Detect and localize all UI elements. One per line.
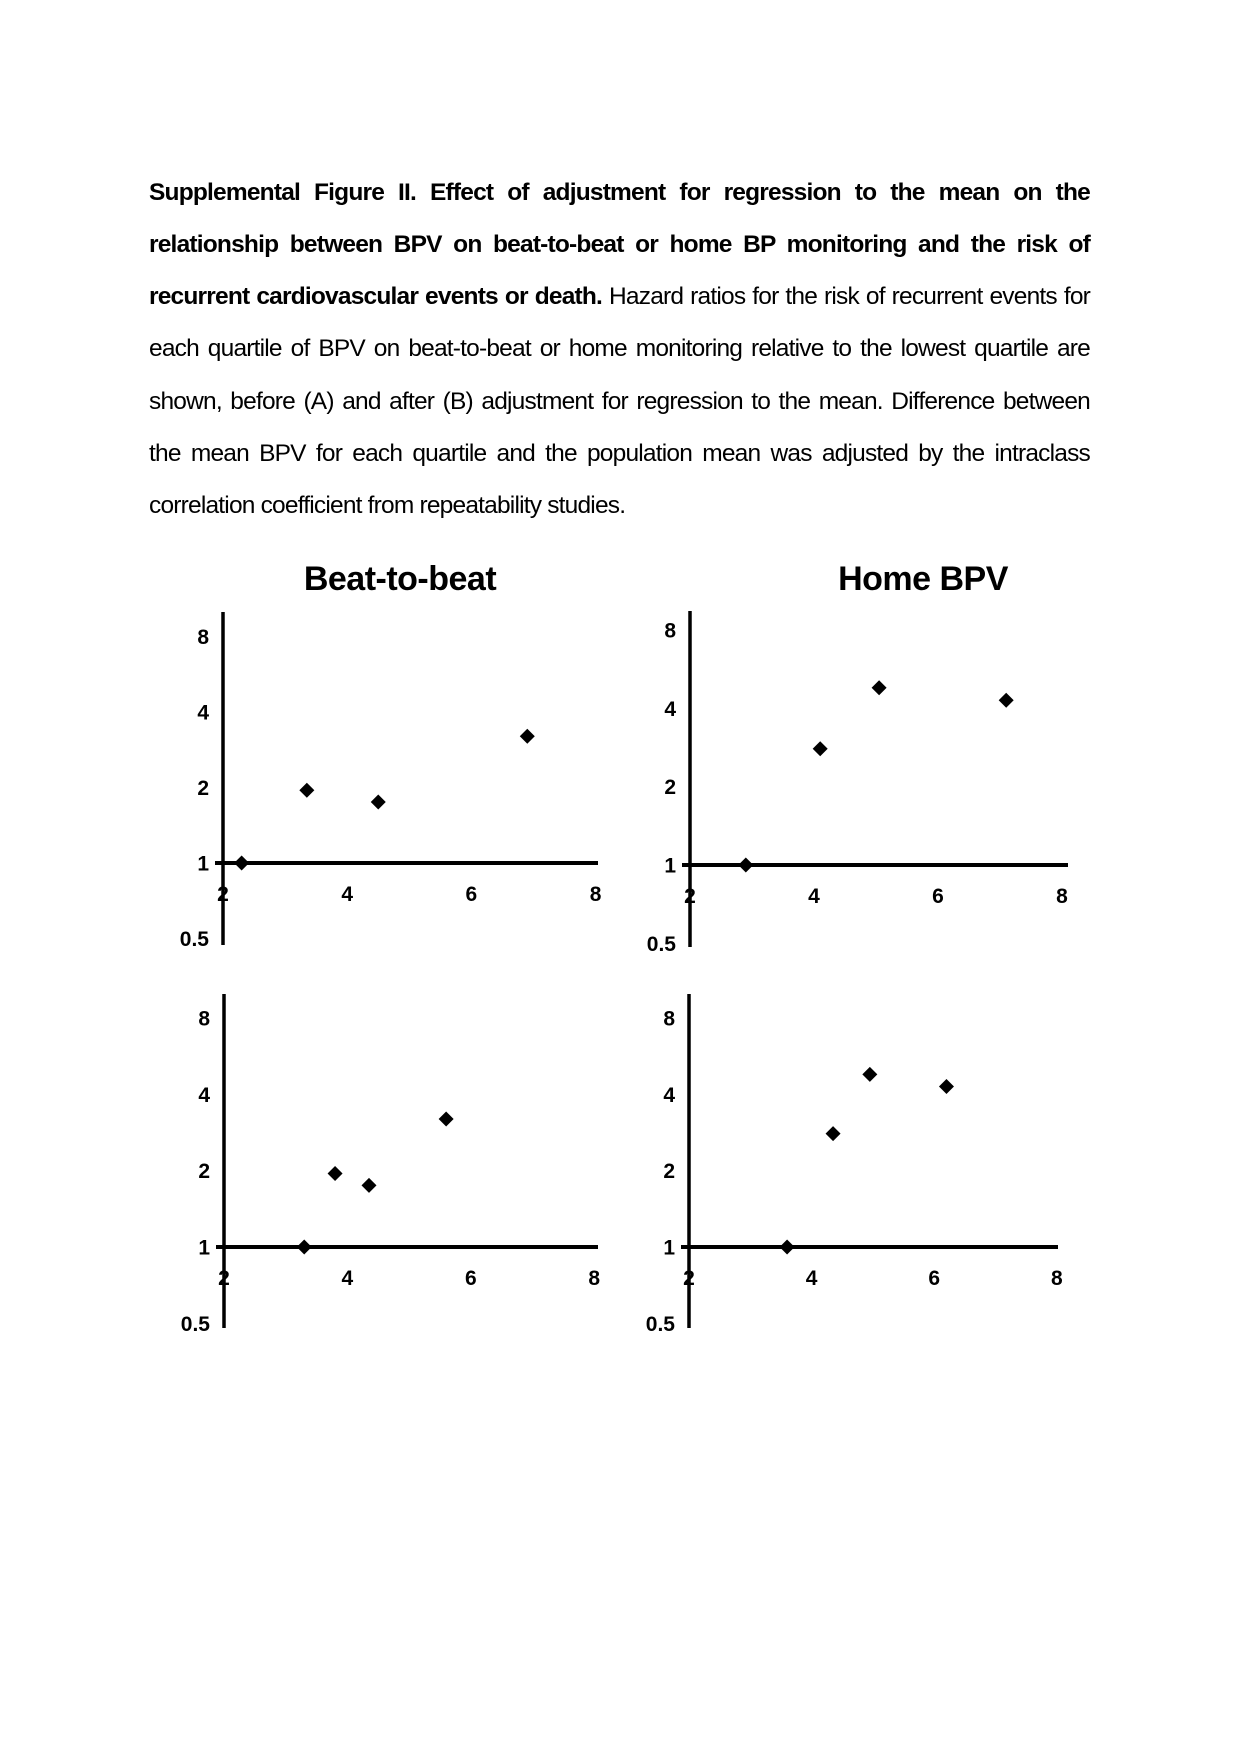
chart-column-title-home-bpv: Home BPV: [838, 560, 1008, 598]
data-point-diamond: [939, 1079, 954, 1094]
y-tick-label: 8: [664, 619, 676, 643]
x-tick-label: 4: [341, 883, 354, 906]
data-point-diamond: [813, 741, 828, 756]
x-tick-label: 2: [217, 883, 229, 906]
x-tick-label: 6: [928, 1267, 941, 1290]
x-tick-label: 8: [1050, 1267, 1063, 1290]
data-point-diamond: [738, 858, 753, 873]
data-point-diamond: [328, 1166, 343, 1181]
x-tick-label: 4: [805, 1267, 818, 1290]
y-tick-label: 2: [197, 777, 209, 800]
y-tick-label: 4: [198, 1083, 210, 1107]
x-tick-label: 2: [683, 1267, 695, 1290]
y-tick-label: 8: [197, 626, 209, 649]
chart-column-title-beat-to-beat: Beat-to-beat: [303, 560, 497, 598]
data-point-diamond: [872, 680, 887, 695]
x-tick-label: 8: [589, 883, 602, 906]
x-tick-label: 4: [341, 1267, 354, 1290]
x-tick-label: 2: [684, 885, 696, 908]
figure-caption-bold-lead: Supplemental Figure II. Effect of adjustment for regression to the mean on the relationship between BPV on beat-to-beat or home BP monitoring and the risk of recurrent cardiovascular events or death.: [149, 178, 1090, 311]
data-point-diamond: [299, 783, 314, 798]
y-tick-label: 2: [198, 1160, 210, 1184]
y-tick-label: 2: [664, 776, 676, 800]
y-tick-label: 8: [198, 1007, 210, 1031]
data-point-diamond: [862, 1067, 877, 1082]
data-point-diamond: [297, 1240, 312, 1255]
x-tick-label: 6: [932, 885, 944, 908]
data-point-diamond: [371, 795, 386, 810]
data-point-diamond: [780, 1240, 795, 1255]
y-tick-label: 0.5: [180, 1312, 210, 1336]
x-tick-label: 8: [588, 1267, 601, 1290]
y-tick-label: 2: [663, 1160, 675, 1184]
y-tick-label: 4: [663, 1083, 675, 1107]
y-tick-label: 0.5: [179, 928, 209, 951]
y-tick-label: 1: [664, 854, 676, 878]
y-tick-label: 4: [664, 697, 676, 721]
figure-caption-body: Hazard ratios for the risk of recurrent events for each quartile of BPV on beat-to-beat or home monitoring relative to the lowest quartile are shown, before (A) and after (B) adjustment for regression to the mean. Difference between the mean BPV for each quartile and the population mean was adjusted by the intraclass correlation coefficient from repeatability studies.: [149, 283, 1091, 520]
x-tick-label: 4: [808, 885, 820, 908]
y-tick-label: 0.5: [645, 1312, 675, 1336]
data-point-diamond: [520, 729, 535, 744]
x-tick-label: 6: [464, 1267, 477, 1290]
data-point-diamond: [234, 856, 249, 871]
data-point-diamond: [361, 1178, 376, 1193]
y-tick-label: 4: [197, 701, 209, 725]
data-point-diamond: [999, 693, 1014, 708]
y-tick-label: 1: [197, 852, 209, 876]
y-tick-label: 1: [198, 1236, 210, 1260]
x-tick-label: 2: [218, 1267, 230, 1290]
y-tick-label: 8: [663, 1007, 675, 1031]
x-tick-label: 8: [1056, 885, 1068, 908]
data-point-diamond: [826, 1126, 841, 1141]
data-point-diamond: [439, 1111, 454, 1126]
x-tick-label: 6: [465, 883, 478, 906]
y-tick-label: 1: [663, 1236, 675, 1260]
y-tick-label: 0.5: [646, 932, 676, 956]
